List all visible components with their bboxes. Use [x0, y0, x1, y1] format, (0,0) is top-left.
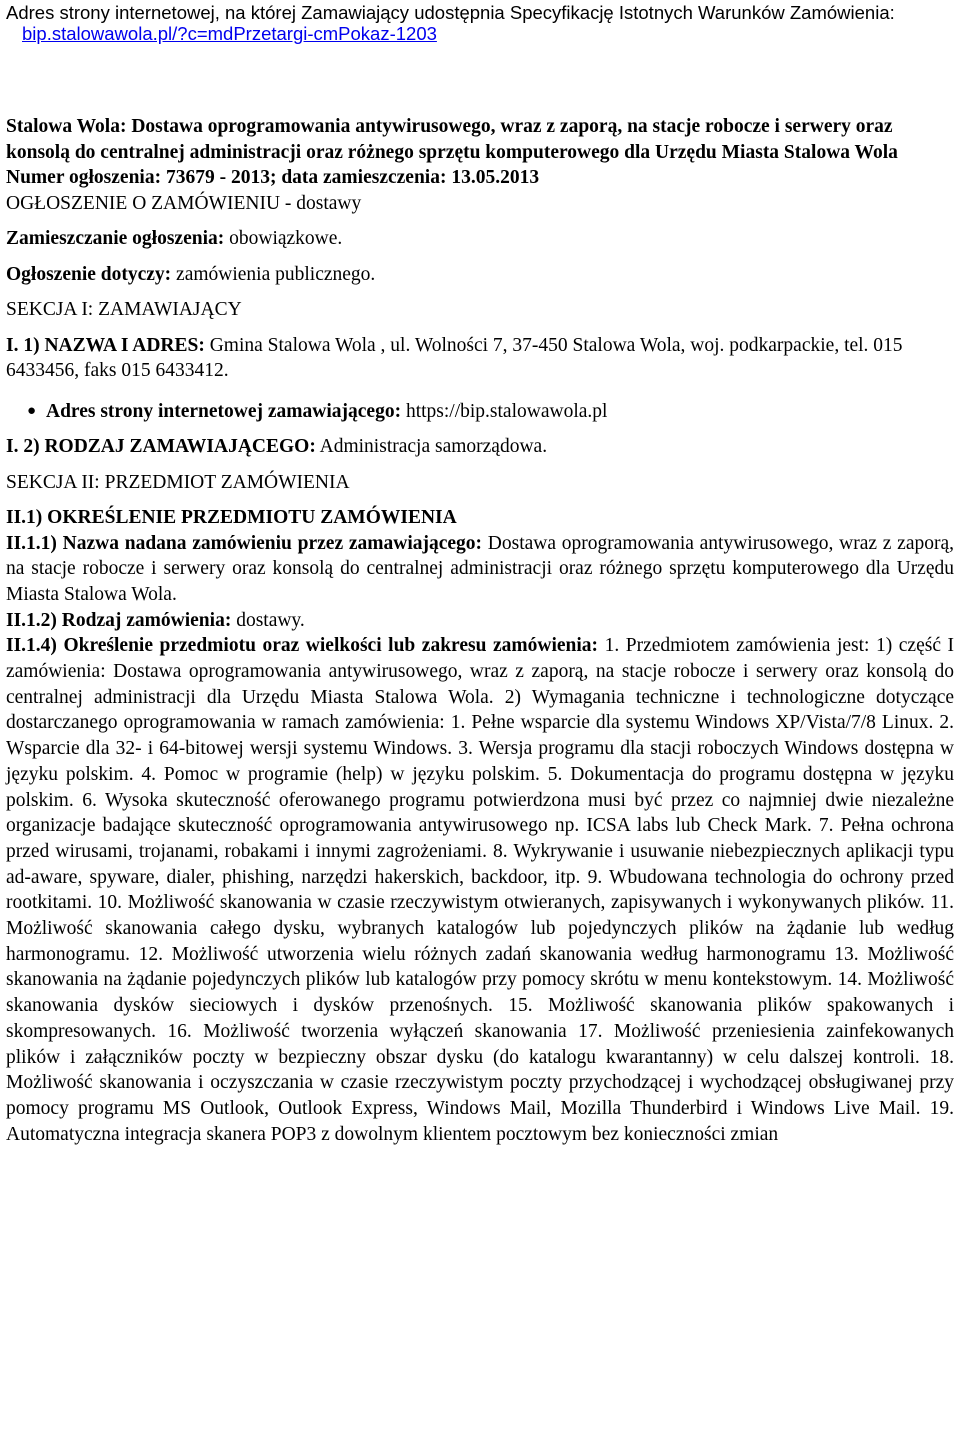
- notice-concerns: [6, 262, 954, 288]
- contracting-authority-type-label: I. 2) RODZAJ ZAMAWIAJĄCEGO:: [6, 436, 316, 457]
- notice-type: OGŁOSZENIE O ZAMÓWIENIU - dostawy: [6, 192, 362, 214]
- siwz-intro-text: Adres strony internetowej, na której Zamawiający udostępnia Specyfikację Istotnych Warunków Zamówienia:: [6, 2, 895, 23]
- website-label: Adres strony internetowej zamawiającego:: [46, 400, 402, 422]
- subject-definition-heading: II.1) OKREŚLENIE PRZEDMIOTU ZAMÓWIENIA: [6, 507, 457, 528]
- bullet-icon: ●: [27, 402, 37, 419]
- siwz-url-line: [6, 23, 954, 44]
- publication-requirement: [6, 226, 954, 252]
- order-scope-value: 1. Przedmiotem zamówienia jest: 1) część I zamówienia: Dostawa oprogramowania antywirusowego, wraz z zaporą, na stacje robocze i serwery oraz konsolą do centralnej administracji dla Urzędu Miasta Stalowa Wola. 2) Wymagania techniczne i technologiczne dotyczące dostarczanego oprogramowania w ramach zamówienia: 1. Pełne wsparcie dla systemu Windows XP/Vista/7/8 Linux. 2. Wsparcie dla 32- i 64-bitowej wersji systemu Windows. 3. Wersja programu dla stacji roboczych Windows dostępna w języku polskim. 4. Pomoc w programie (help) w języku polskim. 5. Dokumentacja do programu dostępna w języku polskim. 6. Wysoka skuteczność oferowanego programu potwierdzona musi być przez co najmniej dwie niezależne organizacje badające skuteczność oprogramowania antywirusowego np. ICSA labs lub Check Mark. 7. Pełna ochrona przed wirusami, trojanami, robakami i innymi zagrożeniami. 8. Wykrywanie i usuwanie niebezpiecznych aplikacji typu ad-aware, spyware, dialer, phishing, narzędzi hakerskich, backdoor, itp. 9. Wbudowana technologia do ochrony przed rootkitami. 10. Możliwość skanowania w czasie rzeczywistym otwieranych, zapisywanych i wykonywanych plików. 11. Możliwość skanowania całego dysku, wybranych katalogów lub pojedynczych plików na żądanie lub według harmonogramu. 12. Możliwość utworzenia wielu różnych zadań skanowania według harmonogramu 13. Możliwość skanowania na żądanie pojedynczych plików lub katalogów przy pomocy skrótu w menu kontekstowym. 14. Możliwość skanowania dysków sieciowych i dysków przenośnych. 15. Możliwość skanowania plików spakowanych i skompresowanych. 16. Możliwość tworzenia wyłączeń skanowania 17. Możliwość przeniesienia zainfekowanych plików i załączników poczty w bezpieczny obszar dysku (do katalogu kwarantanny) w celu dalszej kontroli. 18. Możliwość skanowania i oczyszczania w czasie rzeczywistym poczty przychodzącej i wychodzącej obsługiwanej przy pomocy programu MS Outlook, Outlook Express, Windows Mail, Mozilla Thunderbird i Windows Live Mail. 19. Automatyczna integracja skanera POP3 z dowolnym klientem pocztowym bez konieczności zmian: [6, 635, 955, 1145]
- order-type-value: dostawy.: [231, 609, 305, 631]
- website-list-item: [6, 399, 954, 425]
- order-name: [6, 531, 954, 608]
- order-scope: [6, 633, 954, 1147]
- contracting-authority-type: [6, 434, 954, 460]
- siwz-header: [6, 0, 954, 44]
- publication-requirement-value: obowiązkowe.: [224, 228, 343, 249]
- website-value: https://bip.stalowawola.pl: [401, 400, 608, 422]
- order-name-label: II.1.1) Nazwa nadana zamówieniu przez zamawiającego:: [6, 532, 483, 554]
- siwz-url-link[interactable]: bip.stalowawola.pl/?c=mdPrzetargi-cmPokaz-1203: [22, 23, 437, 44]
- order-name-value: Dostawa oprogramowania antywirusowego, wraz z zaporą, na stacje robocze i serwery oraz konsolą do centralnej administracji oraz różnego sprzętu komputerowego dla Urzędu Miasta Stalowa Wola.: [6, 532, 954, 605]
- section-1-heading: SEKCJA I: ZAMAWIAJĄCY: [6, 299, 242, 320]
- contracting-authority-type-value: Administracja samorządowa.: [315, 436, 548, 457]
- order-scope-label: II.1.4) Określenie przedmiotu oraz wielkości lub zakresu zamówienia:: [6, 635, 599, 657]
- name-address-value: Gmina Stalowa Wola , ul. Wolności 7, 37-450 Stalowa Wola, woj. podkarpackie, tel. 015 6433456, faks 015 6433412.: [6, 334, 903, 381]
- order-type-label: II.1.2) Rodzaj zamówienia:: [6, 609, 232, 631]
- notice-title: Stalowa Wola: Dostawa oprogramowania antywirusowego, wraz z zaporą, na stacje robocze i serwery oraz konsolą do centralnej administracji oraz różnego sprzętu komputerowego dla Urzędu Miasta Stalowa Wola: [6, 116, 898, 163]
- order-type: [6, 608, 954, 634]
- name-address: [6, 333, 954, 384]
- notice-concerns-value: zamówienia publicznego.: [171, 263, 376, 285]
- publication-requirement-label: Zamieszczanie ogłoszenia:: [6, 228, 225, 249]
- notice-concerns-label: Ogłoszenie dotyczy:: [6, 263, 172, 285]
- section-2-heading: SEKCJA II: PRZEDMIOT ZAMÓWIENIA: [6, 471, 350, 493]
- notice-number: Numer ogłoszenia: 73679 - 2013; data zamieszczenia: 13.05.2013: [6, 167, 540, 188]
- name-address-label: I. 1) NAZWA I ADRES:: [6, 334, 205, 356]
